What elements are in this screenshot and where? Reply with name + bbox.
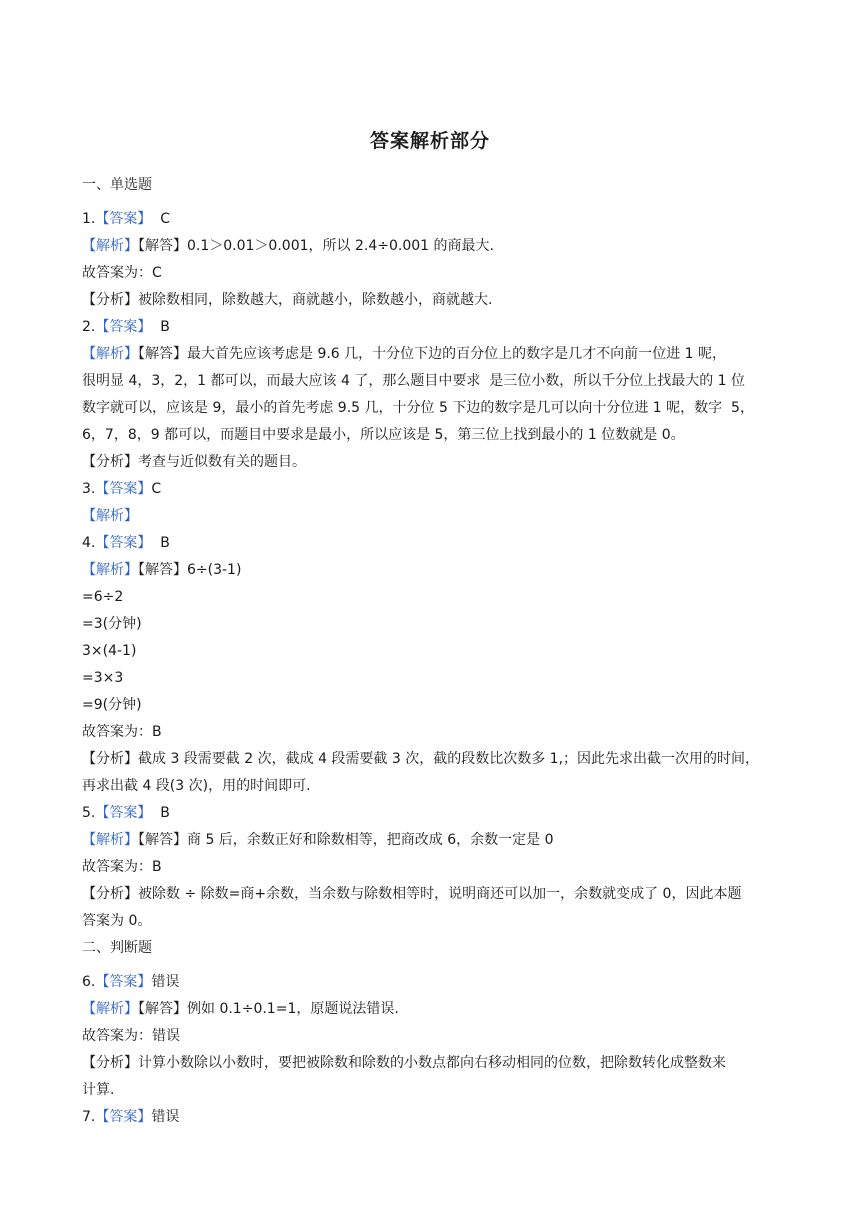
q6-analysis-line (82, 996, 782, 1023)
q6-answer-line (82, 969, 782, 996)
q3-number: 3. (82, 481, 96, 497)
answer-tag: 【答案】 (95, 974, 152, 990)
analysis-tag: 【解析】 (82, 238, 138, 254)
q5-answer-line (82, 800, 782, 827)
page-title: 答案解析部分 (369, 130, 490, 152)
analysis-tag: 【解析】 (82, 346, 138, 362)
q4-fenxi-1: 【分析】截成 3 段需要截 2 次，截成 4 段需要截 3 次，截的段数比次数多 1,；因此先求出截一次用的时间， (82, 751, 760, 767)
q3-answer: C (151, 481, 162, 497)
analysis-tag: 【解析】 (82, 562, 138, 578)
q4-analysis-line (82, 557, 782, 584)
section-heading-single-choice: 一、单选题 (82, 177, 152, 193)
q4-step-2: =3(分钟) (82, 616, 142, 632)
analysis-tag: 【解析】 (82, 1001, 138, 1017)
q2-analysis-text-1: 【解答】最大首先应该考虑是 9.6 几，十分位下边的百分位上的数字是几才不向前一位进 1 呢， (138, 346, 726, 362)
q6-analysis: 【解答】例如 0.1÷0.1=1，原题说法错误. (138, 1001, 399, 1017)
q4-fenxi-2: 再求出截 4 段(3 次)，用的时间即可. (82, 778, 311, 794)
section-heading-true-false: 二、判断题 (82, 940, 152, 956)
q2-analysis-line-1 (82, 341, 782, 368)
q4-step-4: =3×3 (82, 670, 124, 686)
q6-fenxi-1: 【分析】计算小数除以小数时，要把被除数和除数的小数点都向右移动相同的位数，把除数转化成整数来 (82, 1055, 726, 1071)
q4-answer: B (151, 535, 170, 551)
answer-tag: 【答案】 (95, 211, 152, 227)
q5-fenxi-1: 【分析】被除数 ÷ 除数=商+余数，当余数与除数相等时，说明商还可以加一，余数就变成了 0，因此本题 (82, 886, 742, 902)
q5-fenxi-2: 答案为 0。 (82, 913, 152, 929)
q4-therefore: 故答案为：B (82, 724, 162, 740)
q4-step-3: 3×(4-1) (82, 643, 137, 659)
q1-therefore: 故答案为：C (82, 265, 162, 281)
q5-number: 5. (82, 805, 96, 821)
q5-therefore: 故答案为：B (82, 859, 162, 875)
q2-answer-line (82, 314, 782, 341)
q2-number: 2. (82, 319, 96, 335)
q2-analysis-line-3: 数字就可以，应该是 9，最小的首先考虑 9.5 几，十分位 5 下边的数字是几可以向十分位进 1 呢，数字 5， (82, 400, 754, 416)
q1-answer: C (151, 211, 171, 227)
answer-tag: 【答案】 (95, 1109, 152, 1125)
q5-analysis: 【解答】商 5 后，余数正好和除数相等，把商改成 6，余数一定是 0 (138, 832, 554, 848)
q2-answer: B (151, 319, 170, 335)
q1-analysis-line (82, 233, 782, 260)
answer-tag: 【答案】 (95, 805, 152, 821)
q2-fenxi: 【分析】考查与近似数有关的题目。 (82, 454, 306, 470)
q4-analysis: 【解答】6÷(3-1) (138, 562, 242, 578)
q4-answer-line (82, 530, 782, 557)
q5-analysis-line (82, 827, 782, 854)
answer-tag: 【答案】 (95, 319, 152, 335)
q1-analysis: 【解答】0.1＞0.01＞0.001，所以 2.4÷0.001 的商最大. (138, 238, 494, 254)
q7-answer: 错误 (151, 1109, 180, 1125)
q3-analysis-line (82, 503, 782, 530)
q6-fenxi-2: 计算. (82, 1082, 115, 1098)
q2-analysis-line-2: 很明显 4，3，2，1 都可以，而最大应该 4 了，那么题目中要求 是三位小数，所以千分位上找最大的 1 位 (82, 373, 746, 389)
answer-tag: 【答案】 (95, 481, 152, 497)
answer-tag: 【答案】 (95, 535, 152, 551)
q4-step-5: =9(分钟) (82, 697, 142, 713)
q5-answer: B (151, 805, 170, 821)
q1-fenxi: 【分析】被除数相同，除数越大，商就越小，除数越小，商就越大. (82, 292, 493, 308)
q6-therefore: 故答案为：错误 (82, 1028, 180, 1044)
q1-answer-line (82, 206, 782, 233)
q3-answer-line (82, 476, 782, 503)
q4-step-1: =6÷2 (82, 589, 124, 605)
analysis-tag: 【解析】 (82, 508, 138, 524)
q6-number: 6. (82, 974, 96, 990)
q2-analysis-line-4: 6，7，8，9 都可以，而题目中要求是最小，所以应该是 5，第三位上找到最小的 1 位数就是 0。 (82, 427, 685, 443)
q7-number: 7. (82, 1109, 96, 1125)
q4-number: 4. (82, 535, 96, 551)
q6-answer: 错误 (151, 974, 180, 990)
analysis-tag: 【解析】 (82, 832, 138, 848)
q1-number: 1. (82, 211, 96, 227)
q7-answer-line (82, 1104, 782, 1131)
answer-content (82, 172, 782, 1131)
